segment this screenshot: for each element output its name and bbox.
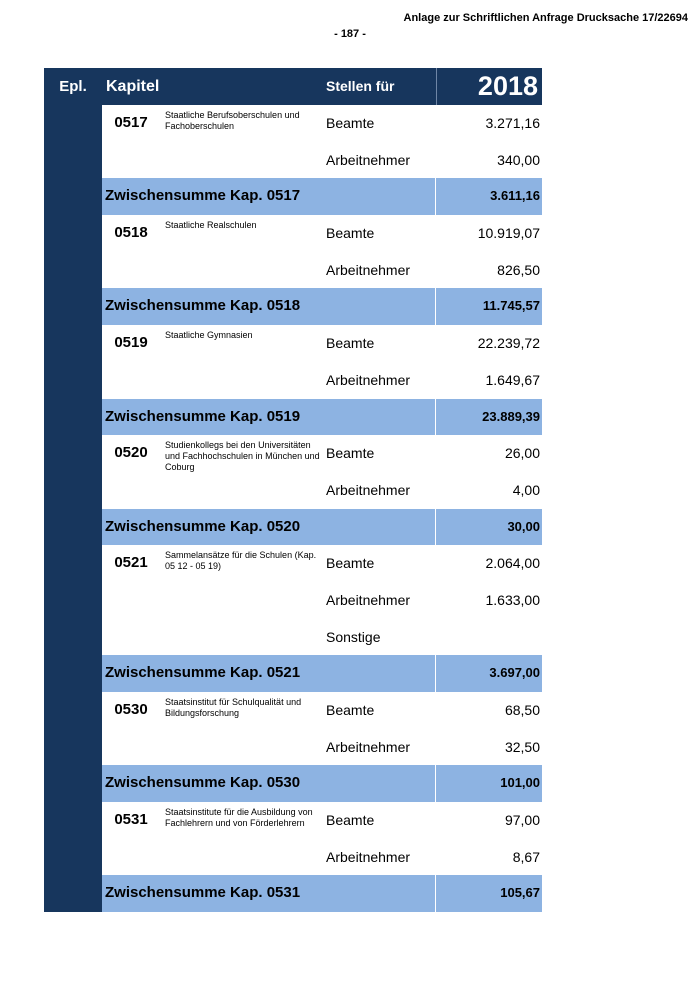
staff-table (44, 68, 542, 912)
subtotal-row (102, 509, 542, 546)
subtotal-row (102, 399, 542, 436)
subtotal-label: Zwischensumme Kap. 0519 (105, 407, 301, 425)
subtotal-row (102, 288, 542, 325)
header-kapitel: Kapitel (106, 78, 160, 95)
table-row (102, 729, 542, 766)
header-stellen-fuer: Stellen für (326, 78, 395, 94)
chapter-code: 0520 (114, 444, 148, 462)
column-divider (435, 509, 436, 546)
staff-value: 340,00 (497, 151, 540, 168)
staff-type: Sonstige (326, 628, 381, 645)
staff-value: 26,00 (504, 445, 540, 462)
subtotal-label: Zwischensumme Kap. 0517 (105, 187, 301, 205)
subtotal-row (102, 765, 542, 802)
staff-type: Arbeitnehmer (326, 848, 411, 865)
staff-value: 826,50 (497, 261, 540, 278)
staff-value: 3.271,16 (485, 115, 540, 131)
chapter-description: Sammelansätze für die Schulen (Kap. 05 12 - 05 19) (165, 550, 317, 572)
chapter-code: 0531 (114, 811, 148, 829)
column-divider (435, 875, 436, 912)
staff-type: Arbeitnehmer (326, 371, 411, 388)
header-epl: Epl. (59, 78, 87, 95)
staff-type: Arbeitnehmer (326, 591, 411, 608)
table-row (102, 435, 542, 472)
staff-type: Beamte (326, 335, 375, 352)
staff-value: 1.633,00 (485, 591, 540, 608)
subtotal-row (102, 875, 542, 912)
subtotal-value: 101,00 (500, 775, 540, 791)
staff-value: 4,00 (512, 481, 540, 498)
table-row (102, 802, 542, 839)
staff-type: Beamte (326, 225, 375, 242)
table-header (44, 68, 542, 105)
page-number: - 187 - (334, 28, 366, 40)
subtotal-label: Zwischensumme Kap. 0531 (105, 884, 301, 902)
column-divider (435, 765, 436, 802)
staff-type: Beamte (326, 702, 375, 718)
column-divider (435, 288, 436, 325)
staff-value: 68,50 (504, 702, 540, 718)
chapter-description: Staatliche Realschulen (165, 220, 257, 231)
subtotal-value: 3.697,00 (489, 665, 540, 681)
subtotal-value: 105,67 (500, 885, 540, 901)
chapter-description: Staatliche Gymnasien (165, 330, 253, 341)
table-row (102, 252, 542, 289)
table-row (102, 215, 542, 252)
chapter-code: 0518 (114, 224, 148, 242)
staff-type: Beamte (326, 115, 375, 131)
table-row (102, 545, 542, 582)
table-row (102, 362, 542, 399)
staff-type: Arbeitnehmer (326, 738, 411, 755)
table-row (102, 582, 542, 619)
chapter-description: Staatliche Berufsoberschulen und Fachoberschulen (165, 110, 300, 131)
staff-value: 1.649,67 (485, 371, 540, 388)
table-row (102, 472, 542, 509)
table-body (44, 105, 542, 912)
document-annex-title: Anlage zur Schriftlichen Anfrage Drucksache 17/22694 (403, 12, 688, 24)
staff-value: 10.919,07 (477, 225, 540, 242)
chapter-code: 0530 (114, 701, 148, 718)
chapter-description: Staatsinstitut für Schulqualität und Bildungsforschung (165, 697, 302, 718)
subtotal-row (102, 178, 542, 215)
chapter-description: Staatsinstitute für die Ausbildung von Fachlehrern und von Förderlehrern (165, 807, 313, 829)
staff-value: 32,50 (504, 738, 540, 755)
staff-type: Arbeitnehmer (326, 151, 411, 168)
table-row (102, 619, 542, 656)
column-divider (435, 399, 436, 436)
table-row (102, 839, 542, 876)
staff-value: 97,00 (504, 812, 540, 829)
subtotal-value: 3.611,16 (490, 188, 540, 204)
column-divider (435, 178, 436, 215)
staff-value: 8,67 (512, 848, 540, 865)
subtotal-row (102, 655, 542, 692)
subtotal-value: 23.889,39 (482, 408, 540, 424)
chapter-code: 0519 (114, 334, 148, 352)
subtotal-label: Zwischensumme Kap. 0518 (105, 297, 301, 315)
chapter-code: 0521 (114, 554, 148, 572)
chapter-code: 0517 (114, 114, 148, 131)
subtotal-value: 11.745,57 (482, 298, 540, 314)
column-divider (435, 655, 436, 692)
chapter-description: Studienkollegs bei den Universitäten und Fachhochschulen in München und Coburg (165, 440, 320, 473)
subtotal-value: 30,00 (507, 518, 540, 534)
staff-type: Arbeitnehmer (326, 261, 411, 278)
staff-type: Beamte (326, 812, 375, 829)
staff-type: Arbeitnehmer (326, 481, 411, 498)
table-row (102, 142, 542, 179)
staff-value: 22.239,72 (477, 335, 540, 352)
table-row (102, 105, 542, 142)
staff-value: 2.064,00 (485, 555, 540, 572)
staff-type: Beamte (326, 445, 375, 462)
subtotal-label: Zwischensumme Kap. 0521 (105, 664, 301, 682)
epl-column (44, 105, 102, 912)
table-row (102, 325, 542, 362)
staff-type: Beamte (326, 555, 375, 572)
subtotal-label: Zwischensumme Kap. 0530 (105, 774, 301, 792)
table-row (102, 692, 542, 729)
subtotal-label: Zwischensumme Kap. 0520 (105, 517, 301, 535)
header-year: 2018 (436, 68, 542, 105)
